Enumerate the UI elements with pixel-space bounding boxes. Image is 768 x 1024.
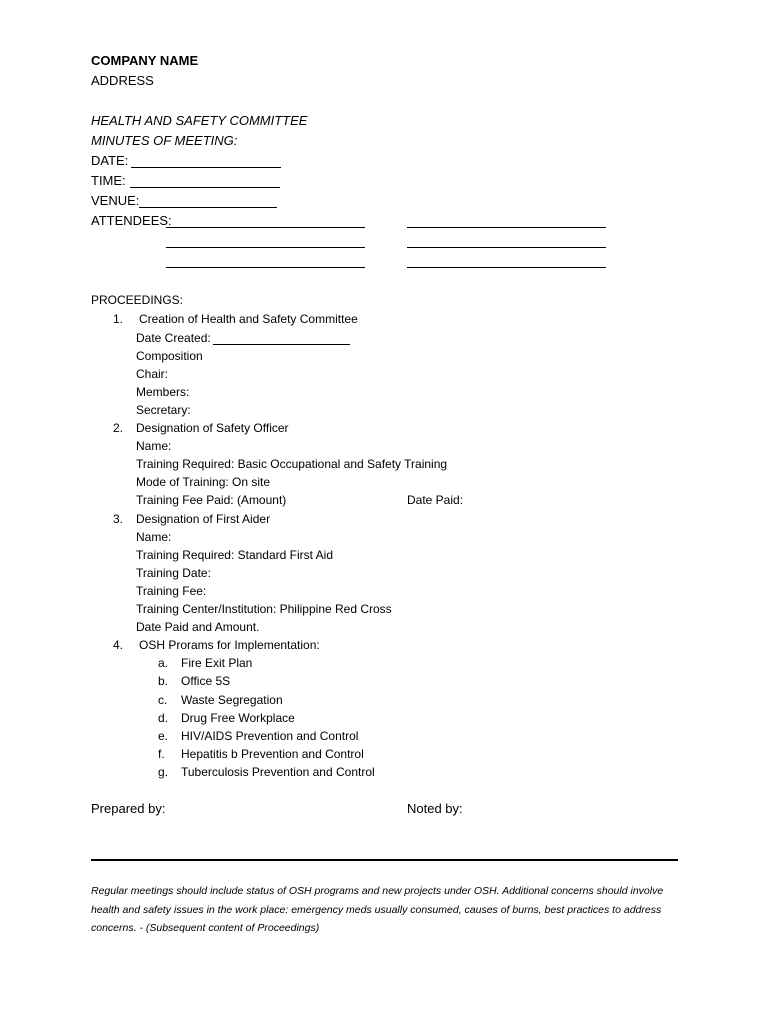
attendee-blank — [166, 227, 365, 228]
program-item: Drug Free Workplace — [181, 711, 295, 725]
program-letter: a. — [158, 656, 169, 670]
members-label: Members: — [136, 385, 190, 399]
program-letter: e. — [158, 729, 169, 743]
program-item: Waste Segregation — [181, 693, 283, 707]
program-item: Hepatitis b Prevention and Control — [181, 747, 364, 761]
chair-label: Chair: — [136, 367, 169, 381]
program-letter: b. — [158, 674, 169, 688]
attendee-blank — [407, 227, 606, 228]
program-item: Office 5S — [181, 674, 231, 688]
proceedings-heading: PROCEEDINGS: — [91, 293, 184, 307]
address: ADDRESS — [91, 73, 154, 88]
name-label: Name: — [136, 530, 172, 544]
training-mode: Mode of Training: On site — [136, 475, 271, 489]
training-center: Training Center/Institution: Philippine Red Cross — [136, 602, 392, 616]
attendee-blank — [407, 247, 606, 248]
venue-blank — [139, 207, 277, 208]
attendee-blank — [166, 267, 365, 268]
committee-title: HEALTH AND SAFETY COMMITTEE — [91, 113, 308, 128]
date-created-blank — [213, 344, 350, 345]
name-label: Name: — [136, 439, 172, 453]
date-created-label: Date Created: — [136, 331, 211, 345]
item-title: Creation of Health and Safety Committee — [139, 312, 358, 326]
date-label: DATE: — [91, 153, 129, 168]
date-paid-amount: Date Paid and Amount. — [136, 620, 260, 634]
training-fee: Training Fee: — [136, 584, 207, 598]
footer-note: Regular meetings should include status of OSH programs and new projects under OSH. Additional concerns should involve health and safety issues in the work place: emergency meds usually consumed, causes of burns, best practices to address concerns. - (Subsequent content of Proceedings) — [91, 885, 664, 934]
attendee-blank — [166, 247, 365, 248]
program-item: HIV/AIDS Prevention and Control — [181, 729, 359, 743]
training-required: Training Required: Standard First Aid — [136, 548, 333, 562]
divider-line — [91, 859, 678, 861]
program-item: Fire Exit Plan — [181, 656, 253, 670]
company-name: COMPANY NAME — [91, 53, 199, 68]
attendees-label: ATTENDEES: — [91, 213, 172, 228]
item-title: Designation of First Aider — [136, 512, 271, 526]
training-date: Training Date: — [136, 566, 211, 580]
item-number: 3. — [113, 512, 124, 526]
item-number: 2. — [113, 421, 124, 435]
secretary-label: Secretary: — [136, 403, 191, 417]
date-paid-label: Date Paid: — [407, 493, 464, 507]
program-item: Tuberculosis Prevention and Control — [181, 765, 375, 779]
program-letter: d. — [158, 711, 169, 725]
training-required: Training Required: Basic Occupational and Safety Training — [136, 457, 448, 471]
venue-label: VENUE: — [91, 193, 140, 208]
item-number: 4. — [113, 638, 124, 652]
time-blank — [130, 187, 280, 188]
prepared-by-label: Prepared by: — [91, 801, 166, 816]
minutes-title: MINUTES OF MEETING: — [91, 133, 238, 148]
program-letter: c. — [158, 693, 168, 707]
item-title: OSH Prorams for Implementation: — [139, 638, 320, 652]
composition-label: Composition — [136, 349, 203, 363]
training-fee-paid: Training Fee Paid: (Amount) — [136, 493, 287, 507]
program-letter: g. — [158, 765, 169, 779]
item-title: Designation of Safety Officer — [136, 421, 289, 435]
date-blank — [131, 167, 281, 168]
time-label: TIME: — [91, 173, 126, 188]
noted-by-label: Noted by: — [407, 801, 463, 816]
attendee-blank — [407, 267, 606, 268]
item-number: 1. — [113, 312, 124, 326]
program-letter: f. — [158, 747, 165, 761]
